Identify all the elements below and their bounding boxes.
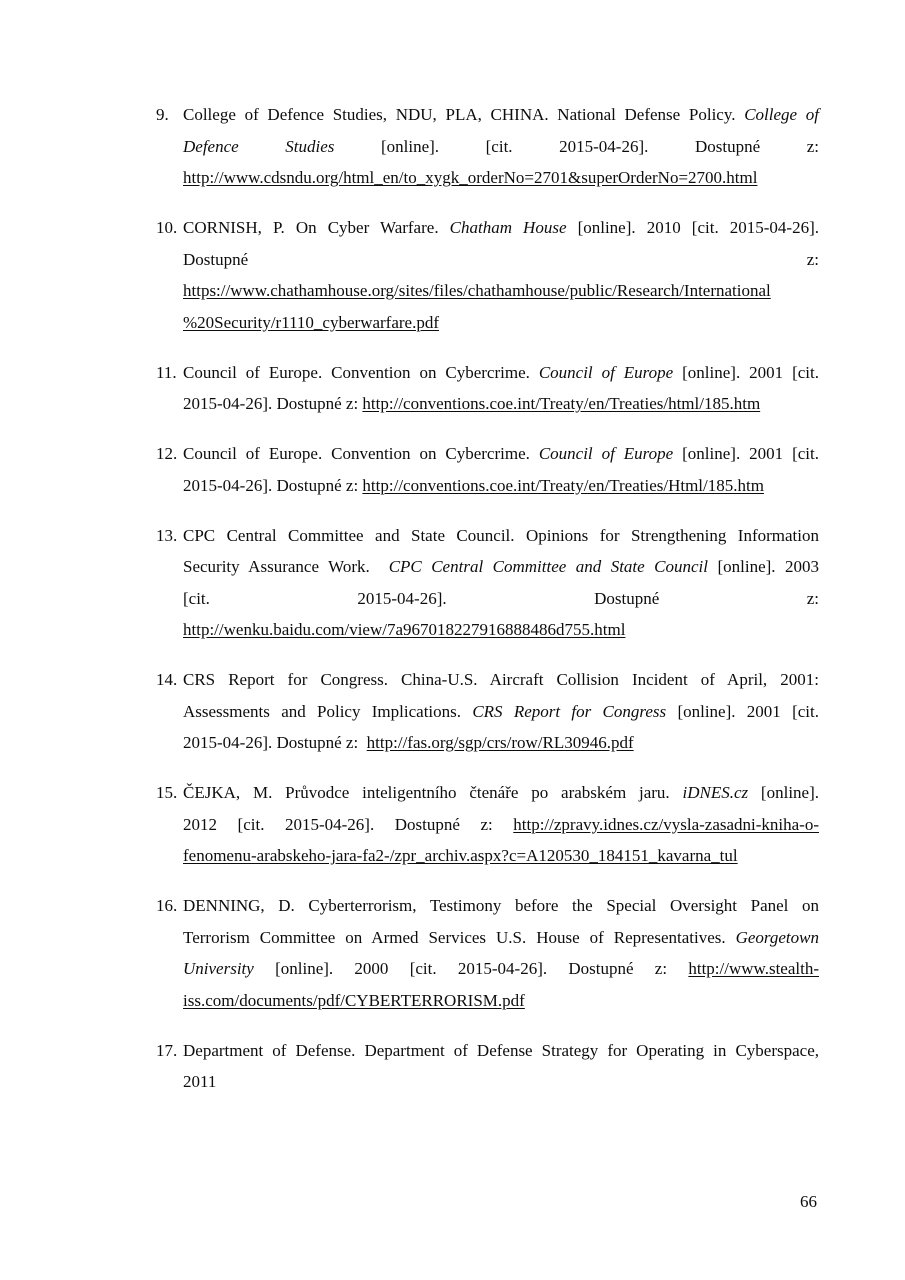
reference-line <box>183 840 819 872</box>
reference-source: Council of Europe <box>538 444 674 463</box>
reference-source: College of <box>744 105 819 124</box>
reference-text: Council of Europe. Convention on Cybercrime. <box>183 444 539 463</box>
reference-line <box>183 1035 819 1067</box>
reference-line <box>183 583 819 615</box>
reference-line <box>183 1066 819 1098</box>
reference-text: 2015-04-26]. Dostupné z: <box>183 733 367 752</box>
reference-text: [online]. 2000 [cit. 2015-04-26]. Dostupné z: <box>253 959 689 978</box>
reference-number: 12. <box>156 444 178 463</box>
reference-text: [online]. 2001 [cit. <box>666 701 819 721</box>
reference-source: Georgetown <box>735 927 819 947</box>
reference-link[interactable]: %20Security/r1110_cyberwarfare.pdf <box>183 312 439 332</box>
reference-text: ČEJKA, M. Průvodce inteligentního čtenáře po arabském jaru. <box>183 783 683 802</box>
reference-item <box>156 438 819 501</box>
reference-link[interactable]: http://conventions.coe.int/Treaty/en/Treaties/Html/185.htm <box>362 475 764 495</box>
reference-line <box>183 953 819 985</box>
reference-source: CPC Central Committee and State Council <box>388 557 709 576</box>
reference-text: CPC Central Committee and State Council. Opinions for Strengthening Information <box>183 525 819 545</box>
reference-text: [online]. 2010 [cit. 2015-04-26]. <box>566 218 820 237</box>
reference-text: DENNING, D. Cyberterrorism, Testimony before the Special Oversight Panel on <box>183 896 819 915</box>
reference-link[interactable]: fenomenu-arabskeho-jara-fa2-/zpr_archiv.aspx?c=A120530_184151_kavarna_tul <box>183 846 738 865</box>
reference-link[interactable]: https://www.chathamhouse.org/sites/files/chathamhouse/public/Research/International <box>183 281 771 300</box>
reference-line <box>183 520 819 552</box>
reference-link[interactable]: iss.com/documents/pdf/CYBERTERRORISM.pdf <box>183 990 525 1010</box>
reference-line <box>183 809 819 841</box>
reference-line <box>183 131 819 163</box>
reference-line <box>183 162 819 194</box>
reference-item <box>156 99 819 194</box>
reference-text: [online]. 2003 <box>708 557 820 576</box>
reference-text: 2012 [cit. 2015-04-26]. Dostupné z: <box>183 814 514 834</box>
reference-source: CRS Report for Congress <box>472 701 667 721</box>
reference-line <box>183 777 819 809</box>
reference-text: CORNISH, P. On Cyber Warfare. <box>183 218 450 237</box>
reference-line <box>183 551 819 583</box>
reference-link[interactable]: http://wenku.baidu.com/view/7a967018227916888486d755.html <box>183 620 626 639</box>
reference-text: Terrorism Committee on Armed Services U.S. House of Representatives. <box>183 927 736 947</box>
reference-number: 11. <box>156 362 177 382</box>
reference-line <box>183 244 819 276</box>
reference-line <box>183 357 819 389</box>
reference-text: Assessments and Policy Implications. <box>183 701 473 721</box>
references-list <box>156 99 819 1116</box>
reference-number: 9. <box>156 105 169 124</box>
reference-text: Dostupné z: <box>183 249 819 269</box>
reference-line <box>183 275 819 307</box>
reference-item <box>156 1035 819 1098</box>
reference-text: Department of Defense. Department of Defense Strategy for Operating in Cyberspace, <box>183 1040 819 1060</box>
reference-link[interactable]: http://www.stealth- <box>688 959 819 978</box>
reference-line <box>183 307 819 339</box>
reference-item <box>156 777 819 872</box>
reference-text: 2011 <box>183 1072 217 1091</box>
reference-number: 17. <box>156 1040 178 1060</box>
reference-line <box>183 696 819 728</box>
reference-link[interactable]: http://www.cdsndu.org/html_en/to_xygk_orderNo=2701&superOrderNo=2700.html <box>183 168 758 187</box>
reference-number: 14. <box>156 670 178 689</box>
reference-source: iDNES.cz <box>682 783 749 802</box>
reference-text: Security Assurance Work. <box>183 557 389 576</box>
reference-item <box>156 520 819 646</box>
reference-text: 2015-04-26]. Dostupné z: <box>183 394 363 413</box>
reference-text: College of Defence Studies, NDU, PLA, CHINA. National Defense Policy. <box>183 105 745 124</box>
reference-line <box>183 727 819 759</box>
reference-source: Chatham House <box>449 218 567 237</box>
reference-link[interactable]: http://zpravy.idnes.cz/vysla-zasadni-kniha-o- <box>513 814 819 834</box>
page-number: 66 <box>800 1192 817 1211</box>
reference-text: [online]. [cit. 2015-04-26]. Dostupné z: <box>334 136 819 156</box>
reference-link[interactable]: http://conventions.coe.int/Treaty/en/Treaties/html/185.htm <box>362 394 761 413</box>
reference-line <box>183 388 819 420</box>
reference-text: Council of Europe. Convention on Cybercrime. <box>183 362 539 382</box>
reference-source: Council of Europe <box>538 362 674 382</box>
reference-number: 15. <box>156 783 178 802</box>
reference-line <box>183 922 819 954</box>
reference-line <box>183 664 819 696</box>
reference-link[interactable]: http://fas.org/sgp/crs/row/RL30946.pdf <box>366 733 634 752</box>
reference-number: 10. <box>156 218 178 237</box>
reference-item <box>156 357 819 420</box>
reference-text: [cit. 2015-04-26]. Dostupné z: <box>183 588 819 608</box>
reference-text: 2015-04-26]. Dostupné z: <box>183 475 363 495</box>
reference-line <box>183 470 819 502</box>
reference-text: [online]. 2001 [cit. <box>673 444 819 463</box>
reference-item <box>156 890 819 1016</box>
reference-source: University <box>183 959 254 978</box>
reference-line <box>183 614 819 646</box>
reference-line <box>183 438 819 470</box>
reference-item <box>156 664 819 759</box>
reference-source: Defence Studies <box>183 136 335 156</box>
reference-text: [online]. <box>748 783 819 802</box>
reference-line <box>183 985 819 1017</box>
reference-item <box>156 212 819 338</box>
reference-text: CRS Report for Congress. China-U.S. Aircraft Collision Incident of April, 2001: <box>183 670 819 689</box>
reference-line <box>183 212 819 244</box>
reference-number: 16. <box>156 896 178 915</box>
reference-number: 13. <box>156 525 178 545</box>
reference-text: [online]. 2001 [cit. <box>673 362 819 382</box>
reference-line <box>183 890 819 922</box>
reference-line <box>183 99 819 131</box>
